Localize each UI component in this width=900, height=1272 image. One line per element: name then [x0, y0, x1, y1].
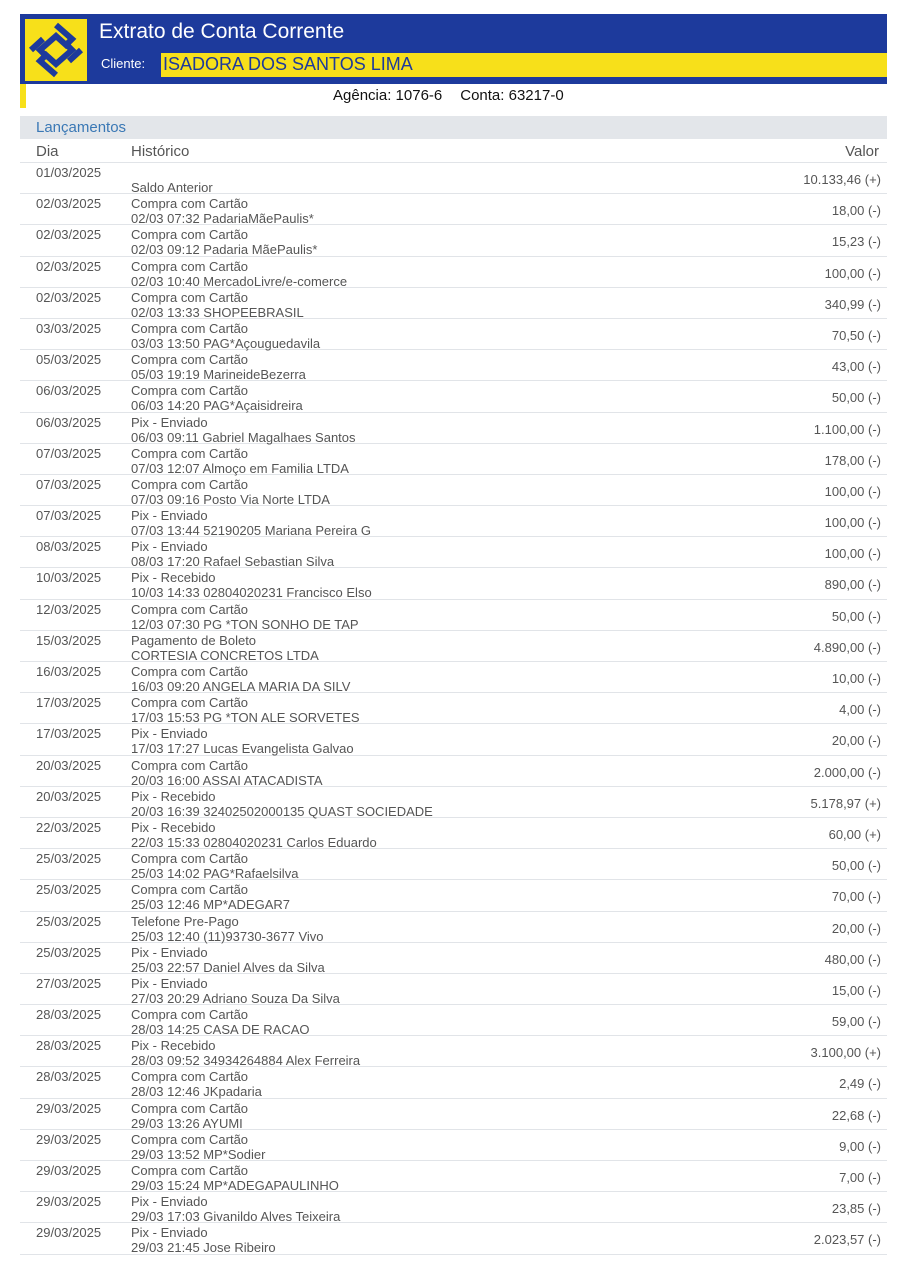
table-row: [20, 787, 887, 818]
transaction-type: Compra com Cartão: [131, 664, 249, 679]
transaction-description: Saldo Anterior: [131, 180, 213, 195]
transaction-type: Compra com Cartão: [131, 757, 249, 773]
transaction-type: Compra com Cartão: [131, 227, 249, 243]
transaction-type: Pix - Recebido: [131, 788, 216, 804]
transaction-date: 07/03/2025: [36, 508, 102, 524]
transaction-description: 05/03 19:19 MarineideBezerra: [131, 367, 306, 383]
transaction-date: 29/03/2025: [36, 1100, 102, 1116]
transaction-date: 12/03/2025: [36, 601, 102, 617]
transaction-date: 15/03/2025: [36, 632, 102, 648]
transaction-value: 4,00 (-): [839, 702, 881, 718]
transaction-value: 100,00 (-): [824, 483, 881, 499]
transaction-date: 06/03/2025: [36, 414, 102, 430]
transaction-value: 480,00 (-): [824, 951, 881, 967]
transaction-value: 70,50 (-): [831, 327, 881, 343]
transaction-value: 3.100,00 (+): [810, 1045, 881, 1061]
transaction-value: 50,00 (-): [831, 390, 881, 406]
transaction-value: 340,99 (-): [824, 296, 881, 312]
transaction-type: Pix - Enviado: [131, 1194, 208, 1210]
transaction-value: 59,00 (-): [831, 1014, 881, 1030]
table-row: [20, 413, 887, 444]
transaction-value: 5.178,97 (+): [810, 795, 881, 811]
transaction-description: 17/03 17:27 Lucas Evangelista Galvao: [131, 741, 354, 757]
transaction-type: Pix - Enviado: [131, 944, 208, 960]
transaction-type: Pix - Enviado: [131, 414, 208, 430]
transaction-value: 1.100,00 (-): [813, 421, 881, 437]
transaction-value: 20,00 (-): [831, 733, 881, 749]
transaction-description: 29/03 17:03 Givanildo Alves Teixeira: [131, 1209, 341, 1225]
transaction-date: 06/03/2025: [36, 383, 102, 399]
transaction-type: Pix - Enviado: [131, 726, 208, 742]
transaction-date: 10/03/2025: [36, 570, 102, 586]
transaction-description: 02/03 07:32 PadariaMãePaulis*: [131, 211, 314, 227]
transaction-description: 25/03 22:57 Daniel Alves da Silva: [131, 959, 325, 975]
transaction-type: Pix - Recebido: [131, 819, 216, 835]
transaction-date: 29/03/2025: [36, 1163, 102, 1178]
table-row: [20, 849, 887, 880]
transaction-value: 20,00 (-): [831, 920, 881, 936]
transaction-type: Compra com Cartão: [131, 1131, 249, 1147]
transaction-date: 20/03/2025: [36, 788, 102, 804]
transaction-date: 07/03/2025: [36, 476, 102, 492]
transaction-description: 29/03 13:52 MP*Sodier: [131, 1146, 266, 1162]
column-header-dia: Dia: [36, 143, 59, 160]
transaction-type: Compra com Cartão: [131, 695, 249, 711]
table-row: [20, 1036, 887, 1067]
transaction-date: 27/03/2025: [36, 975, 102, 991]
transaction-description: 25/03 12:40 (11)93730-3677 Vivo: [131, 928, 324, 944]
transaction-value: 43,00 (-): [831, 359, 881, 375]
table-row: [20, 257, 887, 288]
transaction-type: Compra com Cartão: [131, 1163, 249, 1178]
transaction-description: 06/03 14:20 PAG*Açaisidreira: [131, 398, 303, 414]
table-row: [20, 724, 887, 755]
transaction-value: 22,68 (-): [831, 1107, 881, 1123]
table-row: [20, 1067, 887, 1098]
transaction-date: 28/03/2025: [36, 1069, 102, 1085]
transaction-description: 07/03 13:44 52190205 Mariana Pereira G: [131, 523, 371, 539]
table-row: [20, 506, 887, 537]
table-row: [20, 880, 887, 911]
transaction-description: 16/03 09:20 ANGELA MARIA DA SILV: [131, 679, 351, 694]
transaction-description: 29/03 15:24 MP*ADEGAPAULINHO: [131, 1178, 339, 1193]
table-row: [20, 912, 887, 943]
transaction-description: 25/03 12:46 MP*ADEGAR7: [131, 897, 290, 913]
transaction-description: 02/03 09:12 Padaria MãePaulis*: [131, 242, 318, 258]
transaction-type: Telefone Pre-Pago: [131, 913, 239, 929]
table-row: [20, 631, 887, 662]
table-row: [20, 163, 887, 194]
transaction-type: Compra com Cartão: [131, 289, 249, 305]
transaction-type: Compra com Cartão: [131, 445, 249, 461]
client-label: Cliente:: [101, 56, 146, 71]
transaction-date: 01/03/2025: [36, 165, 102, 180]
transaction-value: 10.133,46 (+): [803, 172, 881, 187]
transaction-value: 15,00 (-): [831, 982, 881, 998]
transaction-description: 07/03 12:07 Almoço em Familia LTDA: [131, 460, 349, 476]
transaction-date: 05/03/2025: [36, 352, 102, 368]
banco-do-brasil-logo-icon: [25, 19, 87, 81]
transaction-description: 28/03 12:46 JKpadaria: [131, 1084, 262, 1100]
transaction-type: Compra com Cartão: [131, 196, 249, 212]
transaction-type: Pix - Enviado: [131, 508, 208, 524]
transaction-description: 20/03 16:00 ASSAI ATACADISTA: [131, 772, 323, 788]
transaction-value: 2.000,00 (-): [813, 764, 881, 780]
transaction-description: 03/03 13:50 PAG*Açouguedavila: [131, 335, 321, 351]
transaction-value: 7,00 (-): [839, 1170, 881, 1185]
table-row: [20, 1223, 887, 1254]
transaction-value: 15,23 (-): [831, 234, 881, 250]
account-number: Conta: 63217-0: [460, 87, 564, 104]
transaction-date: 02/03/2025: [36, 289, 102, 305]
transaction-description: 22/03 15:33 02804020231 Carlos Eduardo: [131, 834, 377, 850]
transaction-date: 28/03/2025: [36, 1007, 102, 1023]
table-row: [20, 943, 887, 974]
transaction-type: Pix - Enviado: [131, 975, 208, 991]
transaction-value: 100,00 (-): [824, 265, 881, 281]
transaction-type: Compra com Cartão: [131, 383, 249, 399]
table-row: [20, 756, 887, 787]
transaction-value: 60,00 (+): [828, 826, 881, 842]
table-row: [20, 537, 887, 568]
transaction-value: 18,00 (-): [831, 203, 881, 219]
transaction-type: Compra com Cartão: [131, 851, 249, 867]
transaction-value: 100,00 (-): [824, 546, 881, 562]
transaction-date: 25/03/2025: [36, 913, 102, 929]
transaction-date: 22/03/2025: [36, 819, 102, 835]
transaction-type: Compra com Cartão: [131, 320, 249, 336]
transaction-value: 100,00 (-): [824, 515, 881, 531]
table-row: [20, 1005, 887, 1036]
table-row: [20, 568, 887, 599]
transaction-date: 02/03/2025: [36, 196, 102, 212]
transaction-type: Compra com Cartão: [131, 1100, 249, 1116]
transaction-date: 17/03/2025: [36, 695, 102, 711]
table-row: [20, 381, 887, 412]
transaction-date: 03/03/2025: [36, 320, 102, 336]
transaction-description: 27/03 20:29 Adriano Souza Da Silva: [131, 990, 340, 1006]
transaction-date: 25/03/2025: [36, 882, 102, 898]
transaction-description: 29/03 21:45 Jose Ribeiro: [131, 1240, 276, 1256]
transaction-date: 29/03/2025: [36, 1194, 102, 1210]
agency-number: Agência: 1076-6: [333, 87, 443, 104]
table-row: [20, 225, 887, 256]
section-header: [20, 116, 887, 139]
transaction-date: 08/03/2025: [36, 539, 102, 555]
transaction-value: 4.890,00 (-): [813, 639, 881, 655]
table-row: [20, 350, 887, 381]
section-title: Lançamentos: [36, 119, 127, 136]
table-row: [20, 194, 887, 225]
transaction-type: Compra com Cartão: [131, 1007, 249, 1023]
account-info: [333, 87, 564, 104]
transaction-type: Compra com Cartão: [131, 601, 249, 617]
table-row: [20, 1099, 887, 1130]
document-title: Extrato de Conta Corrente: [99, 20, 345, 43]
transaction-type: Pix - Enviado: [131, 1225, 208, 1241]
transaction-date: 29/03/2025: [36, 1131, 102, 1147]
transaction-type: Pix - Enviado: [131, 539, 208, 555]
transactions-table: [20, 162, 887, 1255]
transaction-description: CORTESIA CONCRETOS LTDA: [131, 647, 319, 663]
statement-header: [20, 14, 887, 84]
transaction-value: 70,00 (-): [831, 889, 881, 905]
transaction-value: 9,00 (-): [839, 1138, 881, 1154]
table-row: [20, 818, 887, 849]
table-row: [20, 600, 887, 631]
table-row: [20, 1161, 887, 1192]
transaction-description: 28/03 14:25 CASA DE RACAO: [131, 1022, 310, 1038]
transaction-type: Compra com Cartão: [131, 882, 249, 898]
table-row: [20, 319, 887, 350]
transaction-value: 2.023,57 (-): [813, 1232, 881, 1248]
transaction-value: 23,85 (-): [831, 1201, 881, 1217]
transaction-value: 890,00 (-): [824, 577, 881, 593]
transaction-value: 50,00 (-): [831, 858, 881, 874]
transaction-date: 28/03/2025: [36, 1038, 102, 1054]
column-header-valor: Valor: [845, 143, 879, 160]
transaction-value: 10,00 (-): [831, 671, 881, 686]
table-row: [20, 662, 887, 693]
transaction-date: 07/03/2025: [36, 445, 102, 461]
transaction-type: Compra com Cartão: [131, 258, 249, 274]
transaction-description: 12/03 07:30 PG *TON SONHO DE TAP: [131, 616, 359, 632]
transaction-value: 2,49 (-): [839, 1076, 881, 1092]
header-accent-bar: [20, 84, 26, 108]
transaction-description: 02/03 13:33 SHOPEEBRASIL: [131, 304, 304, 320]
transaction-date: 17/03/2025: [36, 726, 102, 742]
transaction-date: 02/03/2025: [36, 227, 102, 243]
transaction-description: 08/03 17:20 Rafael Sebastian Silva: [131, 554, 335, 570]
table-row: [20, 1130, 887, 1161]
transaction-description: 25/03 14:02 PAG*Rafaelsilva: [131, 866, 299, 882]
transaction-description: 06/03 09:11 Gabriel Magalhaes Santos: [131, 429, 356, 445]
table-row: [20, 1192, 887, 1223]
transaction-type: Compra com Cartão: [131, 1069, 249, 1085]
transaction-type: Pix - Recebido: [131, 1038, 216, 1054]
transaction-type: Pix - Recebido: [131, 570, 216, 586]
transaction-description: 29/03 13:26 AYUMI: [131, 1115, 243, 1131]
transaction-description: 20/03 16:39 32402502000135 QUAST SOCIEDADE: [131, 803, 433, 819]
transaction-value: 50,00 (-): [831, 608, 881, 624]
table-row: [20, 974, 887, 1005]
transaction-date: 25/03/2025: [36, 944, 102, 960]
table-row: [20, 693, 887, 724]
transaction-value: 178,00 (-): [824, 452, 881, 468]
transaction-description: 17/03 15:53 PG *TON ALE SORVETES: [131, 710, 360, 726]
transaction-type: Compra com Cartão: [131, 476, 249, 492]
transaction-description: 02/03 10:40 MercadoLivre/e-comerce: [131, 273, 348, 289]
column-header-historico: Histórico: [131, 143, 190, 160]
table-row: [20, 475, 887, 506]
transaction-type: Pagamento de Boleto: [131, 632, 257, 648]
transaction-description: 10/03 14:33 02804020231 Francisco Elso: [131, 585, 372, 601]
table-row: [20, 444, 887, 475]
transaction-type: Compra com Cartão: [131, 352, 249, 368]
transaction-date: 29/03/2025: [36, 1225, 102, 1241]
table-row: [20, 288, 887, 319]
transaction-description: 28/03 09:52 34934264884 Alex Ferreira: [131, 1053, 361, 1069]
transaction-date: 02/03/2025: [36, 258, 102, 274]
client-name-band: [161, 53, 887, 77]
transaction-description: 07/03 09:16 Posto Via Norte LTDA: [131, 491, 330, 507]
transaction-date: 20/03/2025: [36, 757, 102, 773]
client-name: ISADORA DOS SANTOS LIMA: [163, 54, 413, 74]
transaction-date: 16/03/2025: [36, 664, 102, 679]
transaction-date: 25/03/2025: [36, 851, 102, 867]
